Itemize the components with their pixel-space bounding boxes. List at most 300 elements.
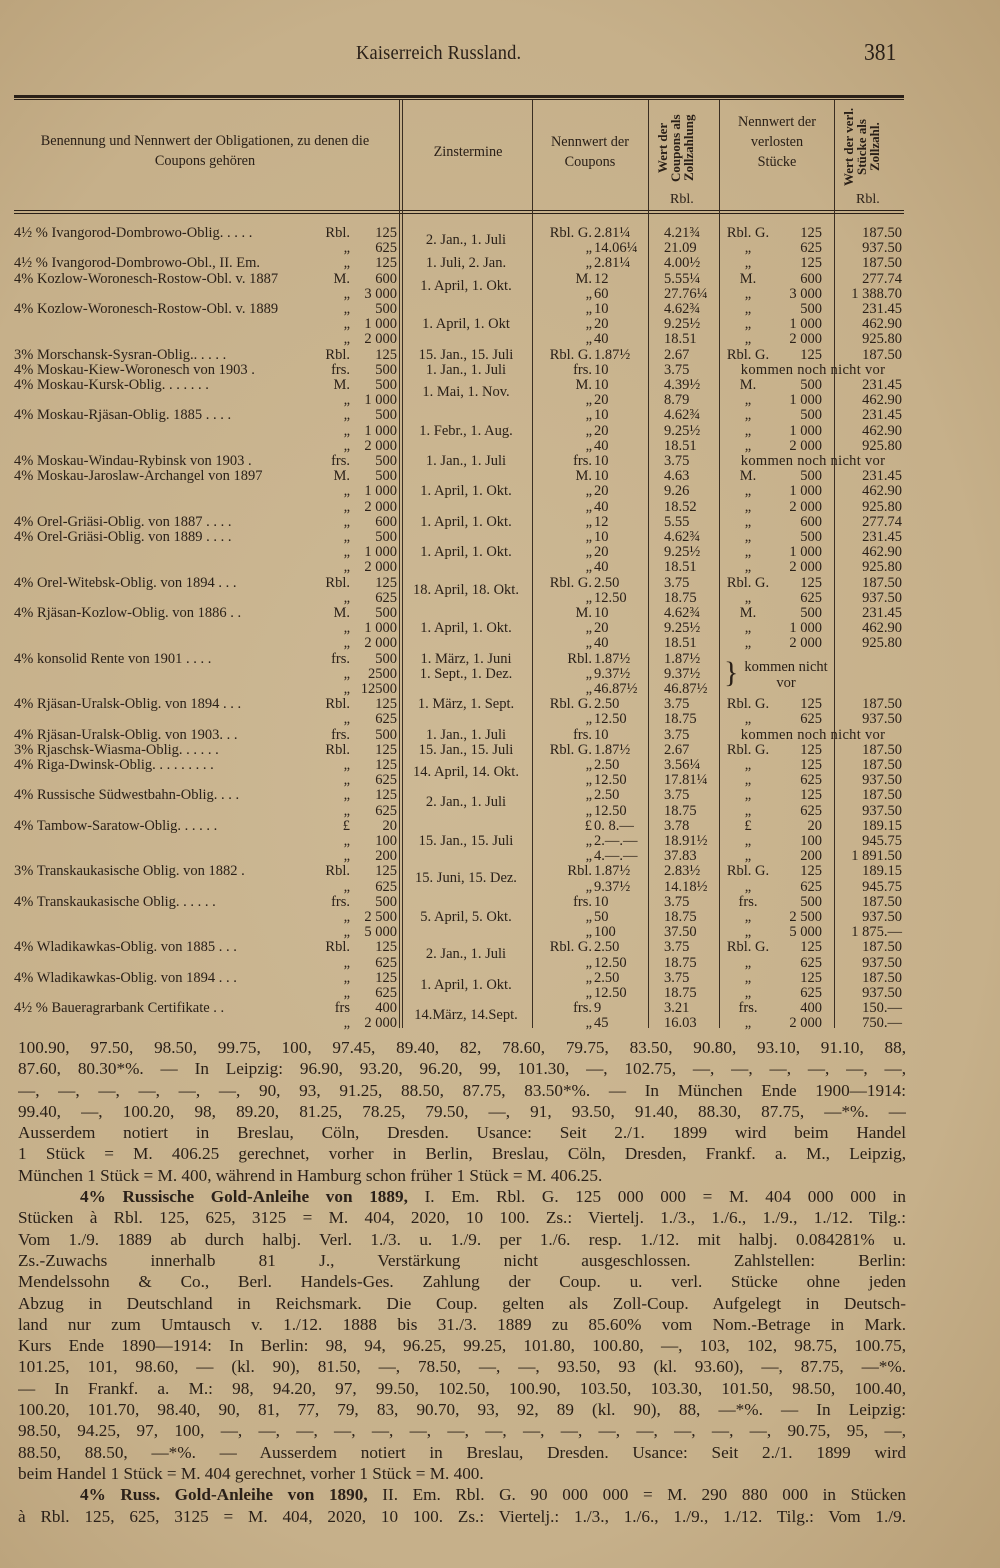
denomination-value: 125 <box>375 939 397 956</box>
denomination-unit: „ <box>343 711 350 728</box>
coupon-unit: „ <box>585 513 592 530</box>
denomination-unit: „ <box>343 407 350 424</box>
drawn-unit: Rbl. G. <box>726 863 770 880</box>
drawn-customs-value: 150.— <box>862 1000 902 1017</box>
column-header-verlost: Nennwert der verlosten Stücke <box>738 114 816 170</box>
drawn-unit: frs. <box>738 893 758 910</box>
drawn-value: 600 <box>800 513 822 530</box>
table-row <box>0 500 1000 515</box>
coupon-value: 9.37½ <box>594 665 631 682</box>
drawn-unit: frs. <box>738 1000 758 1017</box>
coupon-value: 40 <box>594 498 609 515</box>
drawn-value: 625 <box>800 589 822 606</box>
drawn-customs-value: 231.45 <box>862 605 902 621</box>
coupon-customs-value: 27.76¼ <box>664 285 708 302</box>
coupon-unit: „ <box>585 285 592 302</box>
drawn-value: 200 <box>800 848 822 865</box>
coupon-customs-value: 2.67 <box>664 741 690 758</box>
denomination-value: 625 <box>375 878 397 895</box>
coupon-unit: „ <box>585 620 592 637</box>
drawn-unit: M. <box>739 270 757 287</box>
coupon-customs-value: 8.79 <box>664 392 690 409</box>
table-row <box>0 606 1000 621</box>
drawn-customs-value: 187.50 <box>862 939 902 956</box>
table-top-rule-thin <box>14 99 904 100</box>
coupon-unit: „ <box>585 316 592 333</box>
text-line: Stücken à Rbl. 125, 625, 3125 = M. 404, 2020, 10 100. Zs.: Viertelj. 1./3., 1./6., 1./9., 1./12. Tilg.: <box>18 1208 906 1228</box>
table-row <box>0 484 1000 499</box>
table-row <box>0 408 1000 423</box>
table-row <box>0 302 1000 317</box>
denomination-unit: „ <box>343 954 350 971</box>
drawn-unit: „ <box>744 422 752 439</box>
drawn-value: 500 <box>800 529 822 545</box>
table-row <box>0 773 1000 788</box>
coupon-unit: „ <box>585 422 592 439</box>
denomination-value: 125 <box>375 757 397 773</box>
coupon-customs-value: 14.18½ <box>664 878 708 895</box>
coupon-value: 20 <box>594 316 609 333</box>
denomination-unit: „ <box>343 909 350 925</box>
drawn-customs-value: 231.45 <box>862 377 902 393</box>
coupon-unit: „ <box>585 498 592 515</box>
text-line: Vom 1./9. 1889 ab durch halbj. Verl. 1./3. u. 1./9. per 1./6. resp. 1./12. mit halbj. 0.084281% u. <box>18 1229 906 1249</box>
denomination-value: 2 000 <box>364 498 397 515</box>
drawn-unit: „ <box>744 559 752 576</box>
drawn-customs-value: 462.90 <box>862 620 902 637</box>
denomination-value: 625 <box>375 985 397 1001</box>
table-row <box>0 454 1000 469</box>
drawn-unit: „ <box>744 711 752 728</box>
drawn-unit: „ <box>744 392 752 409</box>
coupon-customs-value: 4.39½ <box>664 377 701 393</box>
denomination-value: 500 <box>375 453 397 469</box>
denomination-unit: „ <box>343 757 350 773</box>
drawn-value: 5 000 <box>789 924 822 941</box>
denomination-unit: „ <box>343 422 350 439</box>
coupon-unit: „ <box>585 833 592 849</box>
table-row <box>0 317 1000 332</box>
entry-heading-rest: II. Em. Rbl. G. 90 000 000 = M. 290 880 000 in Stücken <box>382 1485 906 1505</box>
drawn-customs-value: 277.74 <box>862 270 902 287</box>
coupon-customs-value: 18.51 <box>664 559 697 576</box>
table-top-rule <box>14 95 904 98</box>
drawn-customs-value: 925.80 <box>862 331 902 348</box>
coupon-unit: frs. <box>573 726 592 743</box>
drawn-customs-value: 462.90 <box>862 422 902 439</box>
table-row <box>0 757 1000 780</box>
coupon-value: 0. 8.— <box>594 817 634 834</box>
denomination-unit: „ <box>343 802 350 819</box>
drawn-customs-value: 187.50 <box>862 787 902 804</box>
coupon-unit: „ <box>585 1015 592 1032</box>
denomination-value: 125 <box>375 255 397 272</box>
drawn-customs-value: 231.45 <box>862 468 902 485</box>
table-row <box>0 834 1000 849</box>
coupon-customs-value: 18.75 <box>664 711 697 728</box>
drawn-value: 1 000 <box>789 316 822 333</box>
denomination-unit: „ <box>343 255 350 272</box>
drawn-customs-value: 937.50 <box>862 240 902 257</box>
denomination-unit: „ <box>343 483 350 500</box>
denomination-value: 1 000 <box>364 483 397 500</box>
denomination-unit: Rbl. <box>325 574 350 591</box>
coupon-value: 40 <box>594 635 609 652</box>
denomination-value: 625 <box>375 772 397 789</box>
denomination-value: 500 <box>375 361 397 378</box>
denomination-unit: frs. <box>331 726 350 743</box>
drawn-unit: „ <box>744 301 752 317</box>
text-line: 87.60, 80.30*%. — In Leipzig: 96.90, 93.20, 96.20, 99, 101.30, —, 102.75, —, —, —, —, —, —, <box>18 1059 906 1079</box>
drawn-value: 2 000 <box>789 635 822 652</box>
table-row <box>0 652 1000 667</box>
drawn-unit: „ <box>744 1015 752 1032</box>
coupon-unit: M. <box>575 468 592 485</box>
obligation-name: 4% Kozlow-Woronesch-Rostow-Obl. v. 1889 <box>14 301 279 317</box>
coupon-unit: „ <box>585 969 592 986</box>
denomination-unit: Rbl. <box>325 696 350 713</box>
coupon-value: 20 <box>594 392 609 409</box>
drawn-value: 2 500 <box>789 909 822 925</box>
denomination-value: 3 000 <box>364 285 397 302</box>
coupon-unit: „ <box>585 529 592 545</box>
coupon-unit: frs. <box>573 361 592 378</box>
coupon-customs-value: 18.75 <box>664 954 697 971</box>
coupon-unit: „ <box>585 240 592 257</box>
coupon-value: 20 <box>594 422 609 439</box>
table-row <box>0 682 1000 697</box>
coupon-customs-value: 3.75 <box>664 969 690 986</box>
drawn-unit: Rbl. G. <box>726 346 770 363</box>
denomination-value: 600 <box>375 513 397 530</box>
interest-dates: 2. Jan., 1. Juli <box>425 794 507 811</box>
denomination-unit: „ <box>343 301 350 317</box>
table-row <box>0 591 1000 606</box>
denomination-unit: Rbl. <box>325 939 350 956</box>
denomination-value: 125 <box>375 969 397 986</box>
table-row <box>0 348 1000 363</box>
drawn-value: 125 <box>800 939 822 956</box>
denomination-value: 1 000 <box>364 316 397 333</box>
denomination-unit: frs. <box>331 893 350 910</box>
table-row <box>0 667 1000 682</box>
drawn-value: 2 000 <box>789 331 822 348</box>
drawn-unit: „ <box>744 787 752 804</box>
coupon-value: 20 <box>594 544 609 561</box>
coupon-unit: „ <box>585 924 592 941</box>
coupon-customs-value: 4.21¾ <box>664 225 701 241</box>
coupon-customs-value: 3.75 <box>664 787 690 804</box>
body-text <box>18 1037 906 1527</box>
coupon-unit: Rbl. <box>567 863 592 880</box>
coupon-customs-value: 9.25½ <box>664 620 701 637</box>
drawn-customs-value: 1 388.70 <box>851 285 902 302</box>
coupon-customs-value: 17.81¼ <box>664 772 708 789</box>
coupon-unit: £ <box>584 817 592 834</box>
coupon-value: 12.50 <box>594 772 627 789</box>
interest-dates: 15. Juni, 15. Dez. <box>415 870 517 887</box>
coupon-unit: „ <box>585 757 592 773</box>
drawn-customs-value: 925.80 <box>862 437 902 454</box>
coupon-customs-value: 16.03 <box>664 1015 697 1032</box>
coupon-unit: „ <box>585 985 592 1001</box>
coupon-unit: „ <box>585 909 592 925</box>
interest-dates: 2. Jan., 1. Juli <box>425 946 507 963</box>
obligation-name: 4% Rjäsan-Kozlow-Oblig. von 1886 . . <box>14 605 242 621</box>
coupon-unit: „ <box>585 711 592 728</box>
table-row <box>0 743 1000 758</box>
denomination-value: 400 <box>375 1000 397 1017</box>
drawn-value: 625 <box>800 711 822 728</box>
text-line: München 1 Stück = M. 400, während in Hamburg schon früher 1 Stück = M. 406.25. <box>18 1165 603 1185</box>
table-row <box>0 925 1000 940</box>
coupon-unit: „ <box>585 665 592 682</box>
drawn-unit: M. <box>739 605 757 621</box>
obligation-name: 4% Orel-Witebsk-Oblig. von 1894 . . . <box>14 574 237 591</box>
coupon-value: 1.87½ <box>594 650 631 667</box>
drawn-unit: Rbl. G. <box>726 939 770 956</box>
text-line: Zs.-Zuwachs innerhalb 81 J., Verstärkung nicht ausgeschlossen. Zahlstellen: Berlin: <box>18 1250 906 1270</box>
coupon-value: 2.50 <box>594 969 620 986</box>
coupon-value: 2.—.— <box>594 833 638 849</box>
coupon-unit: „ <box>585 848 592 865</box>
denomination-value: 500 <box>375 650 397 667</box>
obligation-name: 4% Moskau-Rjäsan-Oblig. 1885 . . . . <box>14 407 232 424</box>
coupon-value: 2.81¼ <box>594 255 631 272</box>
denomination-unit: „ <box>343 620 350 637</box>
entry-heading: 4% Russ. Gold-Anleihe von 1890, <box>80 1485 368 1505</box>
drawn-customs-value: 189.15 <box>862 863 902 880</box>
coupon-customs-value: 3.56¼ <box>664 757 701 773</box>
coupon-unit: „ <box>585 954 592 971</box>
obligation-name: 4% Rjäsan-Uralsk-Oblig. von 1894 . . . <box>14 696 242 713</box>
coupon-customs-value: 21.09 <box>664 240 697 257</box>
coupon-value: 2.50 <box>594 939 620 956</box>
drawn-unit: „ <box>744 833 752 849</box>
interest-dates: 1. Jan., 1. Juli <box>425 361 507 378</box>
denomination-unit: frs. <box>331 361 350 378</box>
coupon-value: 10 <box>594 453 609 469</box>
drawn-unit: „ <box>744 407 752 424</box>
drawn-customs-value: 937.50 <box>862 589 902 606</box>
denomination-value: 125 <box>375 696 397 713</box>
table-row <box>0 287 1000 302</box>
text-line: 100.20, 101.70, 98.40, 90, 81, 77, 79, 83, 90.70, 93, 92, 89 (kl. 90), 88, —*%. — In Leipzig: <box>18 1400 906 1420</box>
table-row <box>0 636 1000 651</box>
coupon-customs-value: 18.75 <box>664 985 697 1001</box>
coupon-value: 4.—.— <box>594 848 638 865</box>
coupon-customs-value: 3.21 <box>664 1000 690 1017</box>
coupon-unit: „ <box>585 301 592 317</box>
coupon-unit: frs. <box>573 1000 592 1017</box>
denomination-unit: „ <box>343 787 350 804</box>
interest-dates: 15. Jan., 15. Juli <box>418 833 514 849</box>
drawn-value: 400 <box>800 1000 822 1017</box>
text-line: Abzug in Deutschland in Reichsmark. Die Coup. gelten als Zoll-Coup. Aufgelegt in Deutsch- <box>18 1293 906 1313</box>
denomination-value: 600 <box>375 270 397 287</box>
obligation-name: 3% Transkaukasische Oblig. von 1882 . <box>14 863 245 880</box>
drawn-unit: „ <box>744 513 752 530</box>
interest-dates: 1. März, 1. Juni <box>420 650 512 667</box>
text-line: 98.50, 94.25, 97, 100, —, —, —, —, —, —, —, —, —, —, —, —, —, —, —, 90.75, 95, —, <box>18 1421 906 1441</box>
denomination-value: 125 <box>375 863 397 880</box>
coupon-value: 50 <box>594 909 609 925</box>
drawn-customs-value: 750.— <box>862 1015 902 1032</box>
denomination-unit: „ <box>343 240 350 257</box>
coupon-customs-value: 18.75 <box>664 589 697 606</box>
drawn-unit: „ <box>744 772 752 789</box>
denomination-unit: „ <box>343 985 350 1001</box>
denomination-value: 125 <box>375 574 397 591</box>
coupon-value: 10 <box>594 377 609 393</box>
page-number: 381 <box>864 40 897 66</box>
obligation-name: 4% Russische Südwestbahn-Oblig. . . . <box>14 787 240 804</box>
entry-heading-rest: I. Em. Rbl. G. 125 000 000 = M. 404 000 000 in <box>424 1187 906 1207</box>
denomination-value: 200 <box>375 848 397 865</box>
denomination-value: 125 <box>375 225 397 241</box>
denomination-value: 625 <box>375 589 397 606</box>
table-row <box>0 545 1000 560</box>
text-line: — In Frankf. a. M.: 98, 94.20, 97, 99.50, 102.50, 100.90, 103.50, 103.30, 101.50, 98.50, 100.40, <box>18 1378 906 1398</box>
column-header-name: Benennung und Nennwert der Obligationen, zu denen die Coupons gehören <box>40 133 370 169</box>
drawn-customs-value: 462.90 <box>862 316 902 333</box>
table-row <box>0 241 1000 256</box>
table-row <box>0 1016 1000 1031</box>
interest-dates: 1. Febr., 1. Aug. <box>419 422 513 439</box>
obligation-name: 4% Moskau-Kiew-Woronesch von 1903 . <box>14 361 255 378</box>
drawn-value: 125 <box>800 346 822 363</box>
drawn-customs-value: 937.50 <box>862 802 902 819</box>
coupon-customs-value: 18.75 <box>664 802 697 819</box>
drawn-unit: „ <box>744 285 752 302</box>
coupon-value: 100 <box>594 924 616 941</box>
drawn-customs-value: 937.50 <box>862 954 902 971</box>
coupon-unit: Rbl. G. <box>549 696 592 713</box>
drawn-value: 500 <box>800 893 822 910</box>
drawn-customs-value: 187.50 <box>862 225 902 241</box>
drawn-value: 625 <box>800 878 822 895</box>
denomination-unit: „ <box>343 878 350 895</box>
drawn-customs-value: 187.50 <box>862 893 902 910</box>
obligation-name: 4% Wladikawkas-Oblig. von 1885 . . . <box>14 939 237 956</box>
drawn-unit: „ <box>744 498 752 515</box>
denomination-value: 1 000 <box>364 422 397 439</box>
header-bottom-rule-2 <box>14 213 904 214</box>
denomination-unit: „ <box>343 665 350 682</box>
coupon-value: 2.50 <box>594 574 620 591</box>
denomination-unit: „ <box>343 833 350 849</box>
interest-dates: 1. März, 1. Sept. <box>417 696 515 713</box>
header-bottom-rule <box>14 210 904 211</box>
coupon-customs-value: 5.55 <box>664 513 690 530</box>
obligation-name: 4% Kozlow-Woronesch-Rostow-Obl. v. 1887 <box>14 270 279 287</box>
coupon-value: 1.87½ <box>594 741 631 758</box>
drawn-unit: „ <box>744 757 752 773</box>
coupon-customs-value: 2.67 <box>664 346 690 363</box>
table-row <box>0 225 1000 248</box>
drawn-value: 625 <box>800 954 822 971</box>
drawn-customs-value: 187.50 <box>862 346 902 363</box>
table-row <box>0 712 1000 727</box>
table-row <box>0 560 1000 575</box>
drawn-unit: £ <box>744 817 752 834</box>
coupon-customs-value: 4.62¾ <box>664 407 701 424</box>
denomination-value: 2 000 <box>364 331 397 348</box>
coupon-value: 10 <box>594 361 609 378</box>
drawn-customs-value: 187.50 <box>862 574 902 591</box>
drawn-unit: „ <box>744 969 752 986</box>
text-line: 88.50, 88.50, —*%. — Ausserdem notiert in Breslau, Dresden. Usance: Seit 2./1. 1899 wird <box>18 1442 906 1462</box>
drawn-customs-value: 187.50 <box>862 255 902 272</box>
table-row <box>0 363 1000 378</box>
text-line: Ausserdem notiert in Breslau, Cöln, Dresden. Usance: Seit 2./1. 1899 wird beim Handel <box>18 1123 906 1143</box>
denomination-unit: „ <box>343 285 350 302</box>
denomination-unit: M. <box>333 468 350 485</box>
coupon-unit: „ <box>585 392 592 409</box>
denomination-value: 500 <box>375 529 397 545</box>
coupon-customs-value: 18.51 <box>664 635 697 652</box>
denomination-value: 5 000 <box>364 924 397 941</box>
drawn-unit: „ <box>744 255 752 272</box>
denomination-value: 2500 <box>368 665 397 682</box>
drawn-unit: „ <box>744 848 752 865</box>
obligation-name: 4% Orel-Griäsi-Oblig. von 1889 . . . . <box>14 529 232 545</box>
drawn-customs-value: 231.45 <box>862 529 902 545</box>
obligation-name: 4% Transkaukasische Oblig. . . . . . <box>14 893 216 910</box>
coupon-unit: „ <box>585 407 592 424</box>
table-row <box>0 393 1000 408</box>
interest-dates: 1. Sept., 1. Dez. <box>419 665 513 682</box>
drawn-customs-value: 189.15 <box>862 817 902 834</box>
denomination-unit: „ <box>343 316 350 333</box>
coupon-value: 10 <box>594 529 609 545</box>
drawn-value: 2 000 <box>789 498 822 515</box>
drawn-value: 500 <box>800 301 822 317</box>
interest-dates: 1. April, 1. Okt <box>422 316 510 333</box>
interest-dates: 1. Jan., 1. Juli <box>425 726 507 743</box>
interest-dates: 1. April, 1. Okt. <box>420 483 512 500</box>
denomination-value: 625 <box>375 240 397 257</box>
drawn-unit: „ <box>744 240 752 257</box>
drawn-customs-value: 937.50 <box>862 985 902 1001</box>
interest-dates: 5. April, 5. Okt. <box>420 909 512 925</box>
coupon-unit: „ <box>585 772 592 789</box>
denomination-value: 2 500 <box>364 909 397 925</box>
denomination-value: 2 000 <box>364 635 397 652</box>
table-row <box>0 880 1000 895</box>
coupon-customs-value: 3.75 <box>664 726 690 743</box>
coupon-value: 12.50 <box>594 711 627 728</box>
obligation-name: 4% Riga-Dwinsk-Oblig. . . . . . . . . <box>14 757 214 773</box>
interest-dates: 1. Mai, 1. Nov. <box>422 384 510 400</box>
drawn-customs-value: 462.90 <box>862 483 902 500</box>
interest-dates: 1. April, 1. Okt. <box>420 976 512 993</box>
drawn-unit: „ <box>744 909 752 925</box>
denomination-unit: „ <box>343 437 350 454</box>
denomination-unit: „ <box>343 331 350 348</box>
denomination-unit: „ <box>343 1015 350 1032</box>
coupon-customs-value: 1.87½ <box>664 650 701 667</box>
drawn-unit: „ <box>744 316 752 333</box>
drawn-customs-value: 187.50 <box>862 757 902 773</box>
obligation-name: 3% Rjaschsk-Wiasma-Oblig. . . . . . <box>14 741 219 758</box>
column-header-verlost-wert-unit: Rbl. <box>856 192 880 207</box>
drawn-customs-value: 462.90 <box>862 544 902 561</box>
coupon-customs-value: 9.25½ <box>664 316 701 333</box>
coupon-value: 2.50 <box>594 787 620 804</box>
drawn-value: 3 000 <box>789 285 822 302</box>
table-row <box>0 515 1000 530</box>
